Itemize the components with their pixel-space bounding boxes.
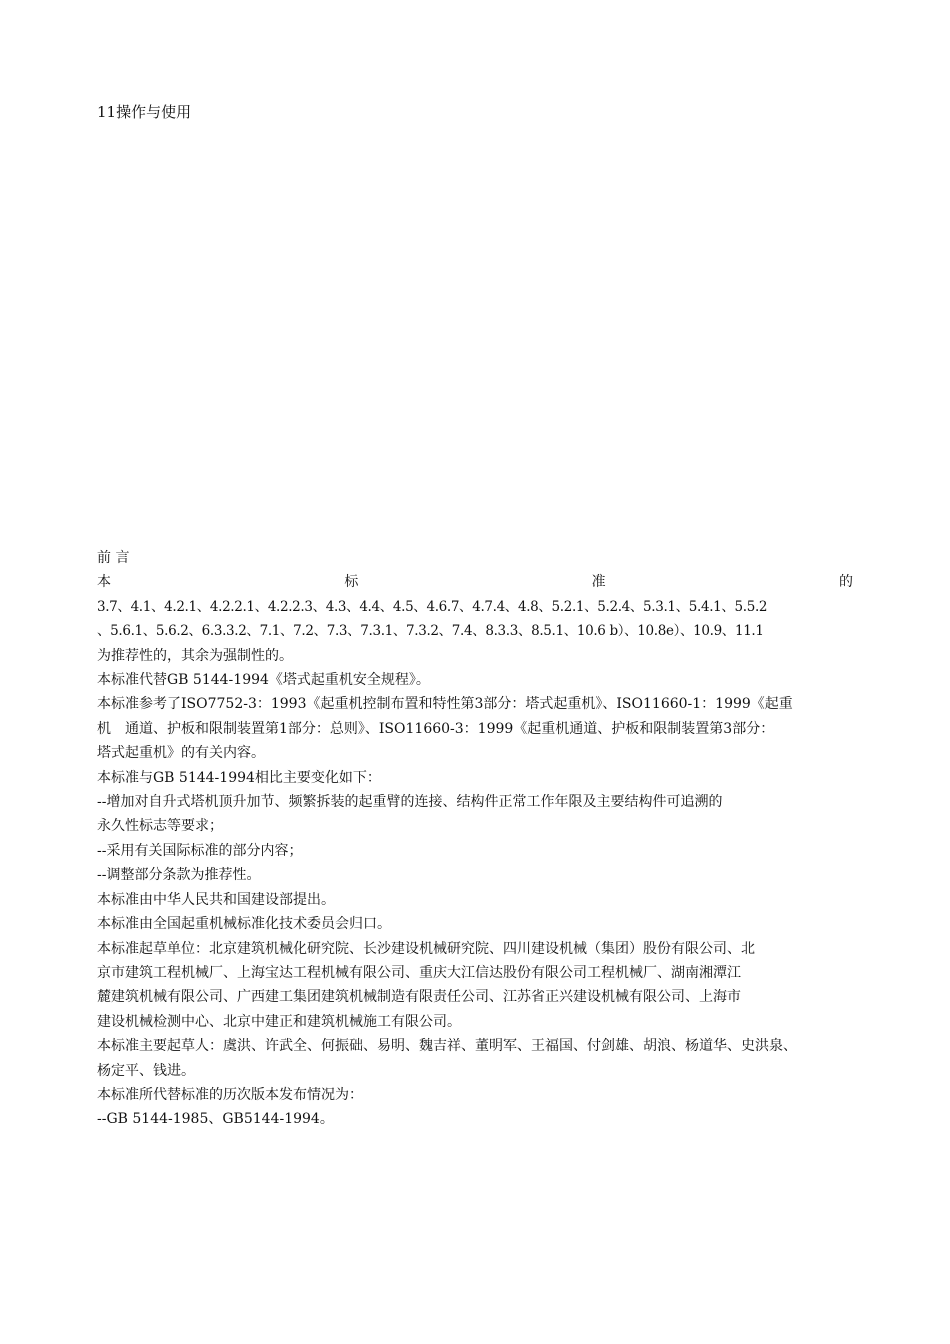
paragraph-line: 建设机械检测中心、北京中建正和建筑机械施工有限公司。: [97, 1013, 461, 1030]
paragraph-line: 杨定平、钱进。: [97, 1062, 195, 1079]
spread-char: 本: [97, 574, 111, 591]
spread-char: 的: [838, 574, 853, 591]
foreword-body: [97, 546, 853, 1132]
paragraph-line: 永久性标志等要求；: [97, 818, 223, 835]
spread-char: 准: [591, 574, 606, 591]
foreword-title: 前 言: [97, 550, 130, 566]
paragraph-line: 本标准参考了ISO7752-3：1993《起重机控制布置和特性第3部分：塔式起重机》、ISO11660-1：1999《起重: [97, 696, 793, 713]
paragraph-line: --采用有关国际标准的部分内容；: [97, 842, 303, 859]
paragraph-line: --调整部分条款为推荐性。: [97, 867, 261, 884]
paragraph-line: 本标准由全国起重机械标准化技术委员会归口。: [97, 916, 391, 933]
justified-line: [97, 570, 853, 594]
paragraph-line: --增加对自升式塔机顶升加节、频繁拆装的起重臂的连接、结构件正常工作年限及主要结构件可追溯的: [97, 794, 723, 811]
clause-list-line: 3.7、4.1、4.2.1、4.2.2.1、4.2.2.3、4.3、4.4、4.5、4.6.7、4.7.4、4.8、5.2.1、5.2.4、5.3.1、5.4.1、5.5.2: [97, 598, 768, 615]
clause-list-line: 、5.6.1、5.6.2、6.3.3.2、7.1、7.2、7.3、7.3.1、7.3.2、7.4、8.3.3、8.5.1、10.6 b）、10.8e）、10.9、11.1: [97, 623, 764, 640]
paragraph-line: 京市建筑工程机械厂、上海宝达工程机械有限公司、重庆大江信达股份有限公司工程机械厂、湖南湘潭江: [97, 964, 741, 981]
paragraph-line: 本标准代替GB 5144-1994《塔式起重机安全规程》。: [97, 672, 430, 689]
section-heading: 11操作与使用: [97, 103, 192, 121]
paragraph-line: 本标准所代替标准的历次版本发布情况为：: [97, 1086, 363, 1103]
paragraph-line: 为推荐性的，其余为强制性的。: [97, 647, 293, 664]
paragraph-line: 本标准由中华人民共和国建设部提出。: [97, 891, 335, 908]
paragraph-line: 塔式起重机》的有关内容。: [97, 745, 265, 762]
paragraph-line: 本标准主要起草人：虞洪、许武全、何振础、易明、魏吉祥、董明军、王福国、付剑雄、胡浪、杨道华、史洪泉、: [97, 1038, 797, 1055]
paragraph-line: 本标准起草单位：北京建筑机械化研究院、长沙建设机械研究院、四川建设机械（集团）股份有限公司、北: [97, 940, 755, 957]
paragraph-line: 机 通道、护板和限制装置第1部分：总则》、ISO11660-3：1999《起重机通道、护板和限制装置第3部分：: [97, 720, 775, 737]
paragraph-line: 本标准与GB 5144-1994相比主要变化如下：: [97, 769, 381, 786]
spread-char: 标: [344, 574, 359, 591]
paragraph-line: --GB 5144-1985、GB5144-1994。: [97, 1111, 334, 1128]
paragraph-line: 麓建筑机械有限公司、广西建工集团建筑机械制造有限责任公司、江苏省正兴建设机械有限公司、上海市: [97, 989, 741, 1006]
